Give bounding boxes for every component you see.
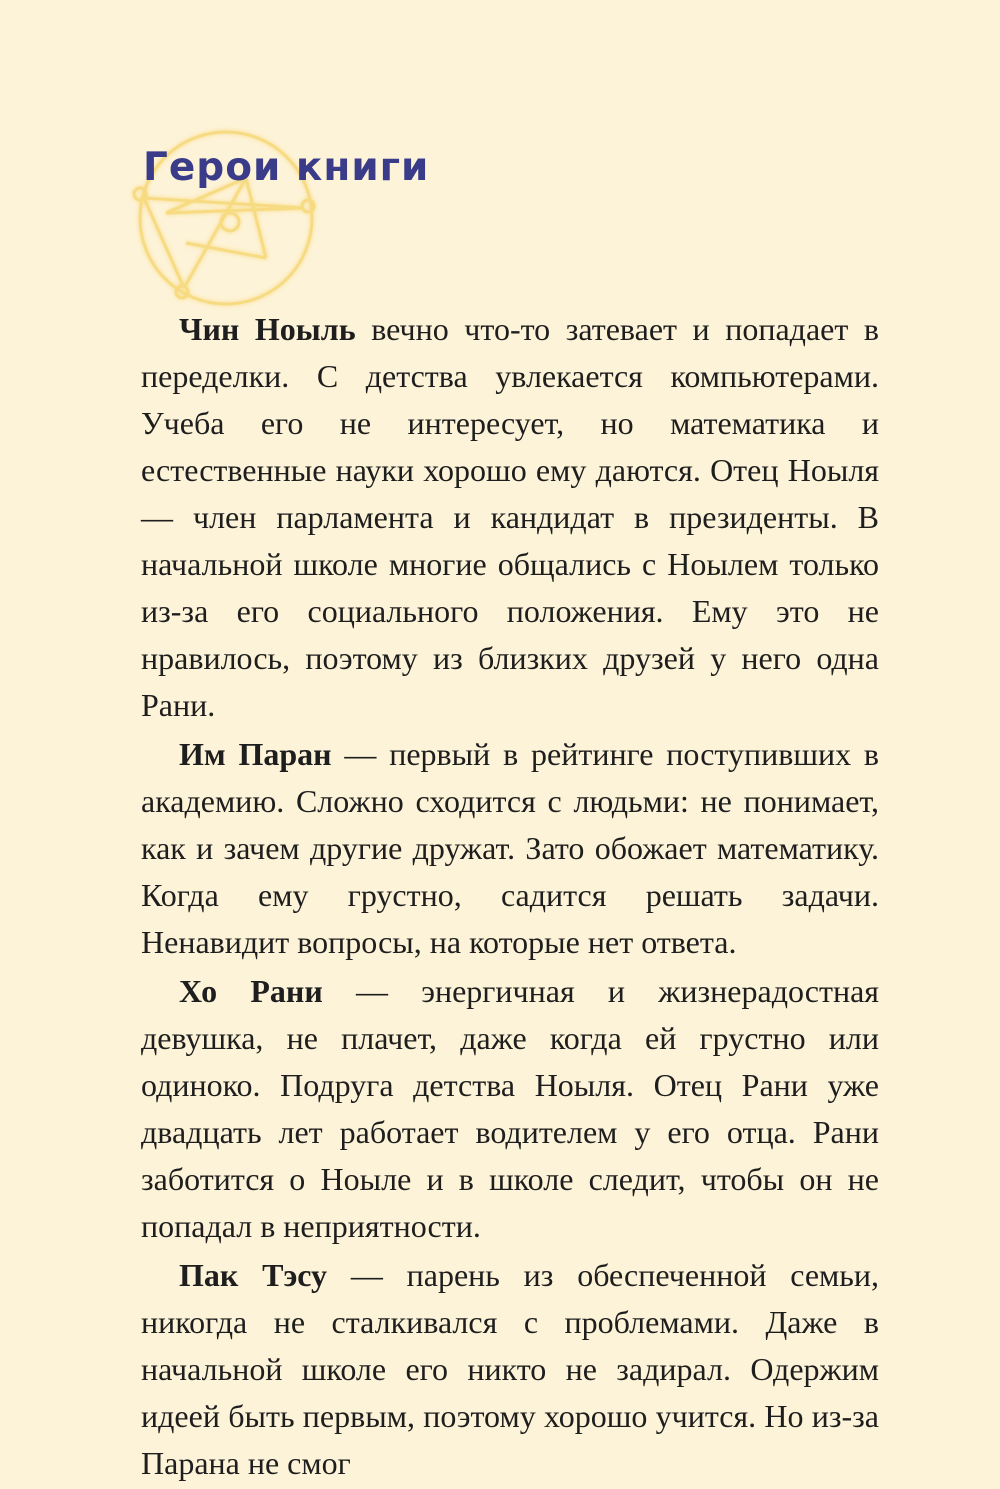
character-name: Им Паран bbox=[179, 736, 332, 772]
character-description: — парень из обеспеченной семьи, никогда не сталкивался с проблемами. Даже в начальной школе его никто не задирал. Одержим идеей быть первым, поэтому хорошо учится. Но из-за Парана не смог bbox=[141, 1257, 880, 1481]
character-description: — первый в рейтинге поступивших в академию. Сложно сходится с людьми: не понимает, как и зачем другие дружат. Зато обожает математику. Когда ему грустно, садится решать задачи. Ненавидит вопросы, на которые нет ответа. bbox=[141, 736, 880, 960]
character-paragraph bbox=[141, 968, 879, 1250]
character-name: Чин Ноыль bbox=[179, 311, 356, 347]
character-list bbox=[141, 306, 879, 1489]
character-name: Пак Тэсу bbox=[179, 1257, 328, 1293]
character-description: вечно что-то затевает и попадает в переделки. С детства увлекается компьютерами. Учеба его не интересует, но математика и естественные науки хорошо ему даются. Отец Ноыля — член парламента и кандидат в президенты. В начальной школе многие общались с Ноылем только из-за его социального положения. Ему это не нравилось, поэтому из близких друзей у него одна Рани. bbox=[141, 311, 879, 723]
page-title: Герои книги bbox=[143, 145, 430, 190]
character-description: — энергичная и жизнерадостная девушка, не плачет, даже когда ей грустно или одиноко. Подруга детства Ноыля. Отец Рани уже двадцать лет работает водителем у его отца. Рани заботится о Ноыле и в школе следит, чтобы он не попадал в неприятности. bbox=[141, 973, 880, 1244]
character-paragraph bbox=[141, 731, 879, 966]
character-paragraph bbox=[141, 306, 879, 729]
character-paragraph bbox=[141, 1252, 879, 1487]
character-name: Хо Рани bbox=[179, 973, 323, 1009]
